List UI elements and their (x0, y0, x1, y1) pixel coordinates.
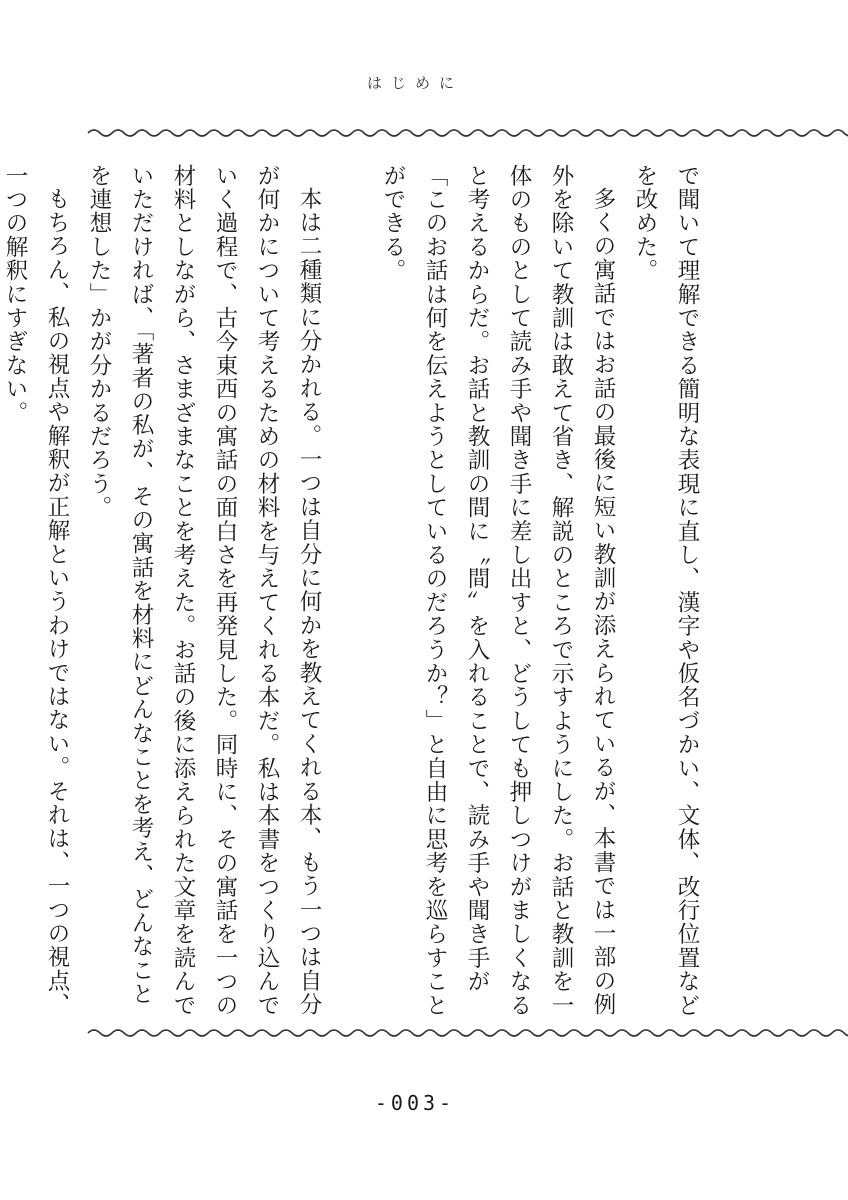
body-text (2, 164, 708, 1024)
page-number: -003- (374, 1091, 456, 1115)
body-paragraph-3: 本は二種類に分かれる。一つは自分に何かを教えてくれる本、もう一つは自分が何かについて考えるための材料を与えてくれる本だ。私は本書をつくり込んでいく過程で、古今東西の寓話の面白さを再発見した。同時に、その寓話を一つの材料としながら、さまざまなことを考えた。お話の後に添えられた文章を読んでいただければ、「著者の私が、その寓話を材料にどんなことを考え、どんなことを連想した」かが分かるだろう。 (86, 164, 322, 1018)
bottom-wavy-rule (88, 1024, 828, 1042)
paragraph-spacer (330, 164, 372, 1024)
top-wavy-rule-graphic (88, 124, 848, 142)
body-paragraph-1: で聞いて理解できる簡明な表現に直し、漢字や仮名づかい、文体、改行位置などを改めた。 (632, 164, 700, 1018)
top-wavy-rule (88, 124, 828, 142)
body-paragraph-4: もちろん、私の視点や解釈が正解というわけではない。それは、一つの視点、一つの解釈にすぎない。 (2, 164, 70, 1016)
running-head: はじめに (366, 74, 463, 92)
body-paragraph-2: 多くの寓話ではお話の最後に短い教訓が添えられているが、本書では一部の例外を除いて教訓は敢えて省き、解説のところで示すようにした。お話と教訓を一体のものとして読み手や聞き手に差し出すと、どうしても押しつけがましくなると考えるからだ。お話と教訓の間に〝間〟を入れることで、読み手や聞き手が「このお話は何を伝えようとしているのだろうか？」と自由に思考を巡らすことができる。 (380, 164, 616, 1018)
bottom-wavy-rule-graphic (88, 1024, 848, 1042)
